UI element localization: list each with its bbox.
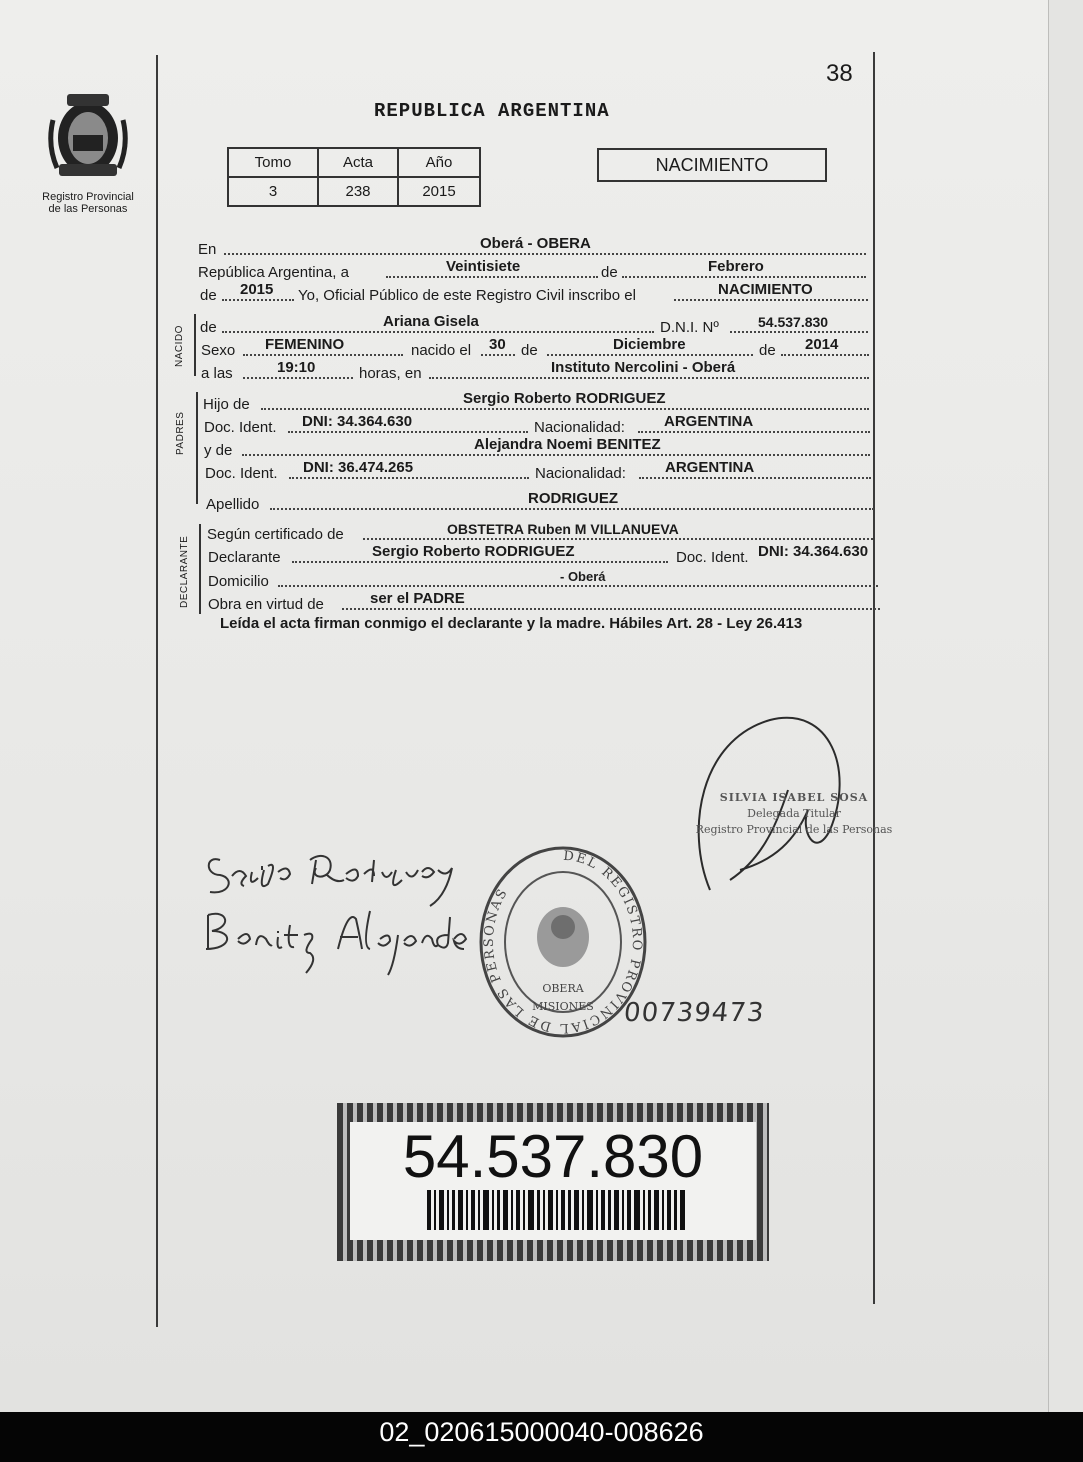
dotted-line (289, 477, 529, 479)
value-nac-madre: ARGENTINA (665, 459, 755, 476)
label-de: de (601, 264, 618, 281)
round-stamp-ring-text: DEL REGISTRO PROVINCIAL DE LAS PERSONAS (481, 848, 645, 1036)
dotted-line (386, 276, 598, 278)
value-hora: 19:10 (277, 359, 316, 376)
label-doc-ident: Doc. Ident. (676, 549, 749, 566)
registry-logo (38, 90, 138, 215)
row-hijo (203, 391, 869, 413)
label-domicilio: Domicilio (208, 573, 269, 590)
label-a-las: a las (201, 365, 233, 382)
value-anio: 2015 (240, 281, 274, 298)
row-anio (200, 282, 868, 304)
value-padre: Sergio Roberto RODRIGUEZ (463, 390, 666, 407)
dotted-line (288, 431, 528, 433)
header-tomo: Tomo (228, 148, 318, 177)
value-dni-padre: DNI: 34.364.630 (302, 413, 413, 430)
barcode-number: 54.537.830 (402, 1123, 704, 1190)
document-title: REPUBLICA ARGENTINA (374, 100, 610, 122)
label-horas-en: horas, en (359, 365, 422, 382)
dotted-line (342, 608, 880, 610)
label-doc-ident: Doc. Ident. (204, 419, 277, 436)
document-type-box: NACIMIENTO (597, 148, 827, 182)
official-stamp (694, 790, 894, 838)
dotted-line (639, 477, 871, 479)
dotted-line (261, 408, 869, 410)
row-certificado (207, 521, 873, 543)
row-obra (208, 591, 880, 613)
value-dni: 54.537.830 (758, 314, 829, 330)
label-nacionalidad: Nacionalidad: (534, 419, 625, 436)
label-declarante: Declarante (208, 549, 281, 566)
row-sexo (201, 337, 869, 359)
label-inscripcion: Yo, Oficial Público de este Registro Civil inscribo el (298, 287, 636, 304)
value-obra: ser el PADRE (370, 590, 465, 607)
value-mes: Febrero (708, 258, 764, 275)
dotted-line (222, 331, 654, 333)
dotted-line (243, 377, 353, 379)
dotted-line (243, 354, 403, 356)
official-role: Delegada Titular (747, 807, 841, 820)
value-tomo: 3 (228, 177, 318, 206)
value-apellido: RODRIGUEZ (528, 490, 618, 507)
page-number: 38 (826, 60, 853, 87)
value-dni-declarante: DNI: 34.364.630 (758, 543, 869, 560)
label-de: de (200, 319, 217, 336)
value-lugar: Oberá - OBERA (480, 235, 591, 252)
dotted-line (270, 508, 874, 510)
side-label-padres: PADRES (175, 411, 186, 455)
right-margin-line (873, 52, 875, 1304)
coat-of-arms-icon (45, 90, 131, 182)
label-republica: República Argentina, a (198, 264, 349, 281)
dotted-line (278, 585, 878, 587)
dotted-line (222, 299, 294, 301)
value-mes-nac: Diciembre (613, 336, 686, 353)
registry-caption: Registro Provincial de las Personas (42, 191, 134, 215)
row-hora (201, 360, 869, 382)
value-nac-padre: ARGENTINA (664, 413, 754, 430)
dotted-line (547, 354, 753, 356)
dotted-line (622, 276, 866, 278)
father-signature (200, 840, 460, 910)
value-lugar-nac: Instituto Nercolini - Oberá (551, 359, 736, 376)
row-doc-madre (205, 460, 871, 482)
dotted-line (242, 454, 870, 456)
mother-signature (198, 905, 488, 985)
dotted-line (674, 299, 868, 301)
side-label-declarante: DECLARANTE (179, 535, 190, 608)
value-sexo: FEMENINO (265, 336, 345, 353)
row-doc-padre (204, 414, 870, 436)
row-madre (204, 437, 870, 459)
dotted-line (730, 331, 868, 333)
value-tipo: NACIMIENTO (718, 281, 813, 298)
value-ano: 2015 (398, 177, 480, 206)
row-declarante (208, 544, 878, 566)
value-declarante: Sergio Roberto RODRIGUEZ (372, 543, 575, 560)
left-margin-line (156, 55, 158, 1327)
closing-statement: Leída el acta firman conmigo el declarante y la madre. Hábiles Art. 28 - Ley 26.413 (220, 615, 803, 632)
label-nacido-el: nacido el (411, 342, 472, 359)
value-dni-madre: DNI: 36.474.265 (303, 459, 414, 476)
dotted-line (429, 377, 869, 379)
value-dia: Veintisiete (446, 258, 521, 275)
bracket-padres (196, 392, 198, 504)
label-hijo-de: Hijo de (203, 396, 250, 413)
dotted-line (292, 561, 668, 563)
label-de: de (521, 342, 538, 359)
label-apellido: Apellido (206, 496, 260, 513)
handwritten-number: 00739473 (622, 998, 766, 1028)
value-domicilio: - Oberá (560, 569, 606, 584)
header-ano: Año (398, 148, 480, 177)
value-dia-nac: 30 (489, 336, 506, 353)
row-republica (198, 259, 866, 281)
label-y-de: y de (204, 442, 233, 459)
dotted-line (638, 431, 870, 433)
label-nacionalidad: Nacionalidad: (535, 465, 626, 482)
dotted-line (224, 253, 866, 255)
value-anio-nac: 2014 (805, 336, 839, 353)
label-de: de (759, 342, 776, 359)
footer-filename: 02_020615000040-008626 (379, 1417, 704, 1447)
label-obra: Obra en virtud de (208, 596, 324, 613)
official-name: SILVIA ISABEL SOSA (719, 791, 869, 804)
row-nombre (200, 314, 868, 336)
value-certificado: OBSTETRA Ruben M VILLANUEVA (447, 521, 679, 537)
label-de: de (200, 287, 217, 304)
official-org: Registro Provincial de las Personas (695, 823, 893, 836)
label-certificado: Según certificado de (207, 526, 344, 543)
dotted-line (481, 354, 515, 356)
tomo-acta-table (227, 147, 481, 207)
row-domicilio (208, 568, 878, 590)
dotted-line (781, 354, 869, 356)
row-en (198, 236, 866, 258)
value-madre: Alejandra Noemi BENITEZ (474, 436, 661, 453)
barcode-bars (427, 1190, 689, 1230)
label-doc-ident: Doc. Ident. (205, 465, 278, 482)
side-label-nacido: NACIDO (174, 325, 185, 367)
label-dni: D.N.I. Nº (660, 319, 719, 336)
dotted-line (363, 538, 873, 540)
value-acta: 238 (318, 177, 398, 206)
round-stamp-city: OBERA (542, 982, 584, 995)
page-edge (1048, 0, 1083, 1412)
value-nombre: Ariana Gisela (383, 313, 479, 330)
label-sexo: Sexo (201, 342, 236, 359)
label-en: En (198, 241, 217, 258)
bracket-nacido (194, 314, 196, 376)
header-acta: Acta (318, 148, 398, 177)
bracket-declarante (199, 524, 201, 614)
round-stamp-province: MISIONES (532, 1000, 594, 1013)
row-apellido (206, 491, 874, 513)
